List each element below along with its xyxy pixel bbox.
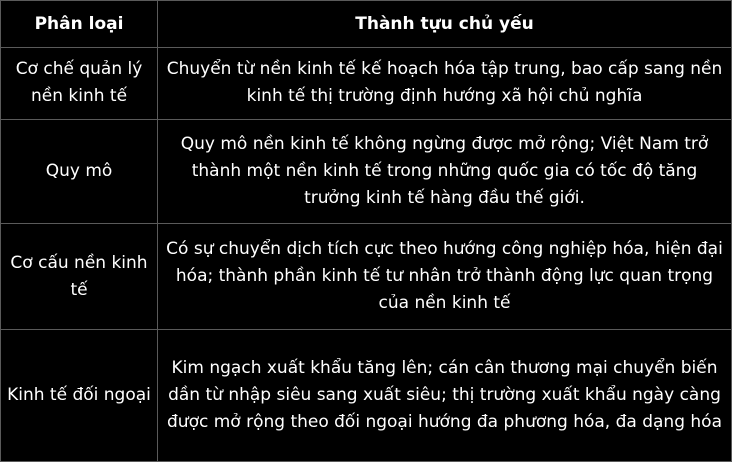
category-cell: Cơ cấu nền kinh tế (1, 224, 158, 330)
category-cell: Cơ chế quản lý nền kinh tế (1, 48, 158, 120)
achievement-cell: Chuyển từ nền kinh tế kế hoạch hóa tập trung, bao cấp sang nền kinh tế thị trường định hướng xã hội chủ nghĩa (158, 48, 732, 120)
achievement-cell: Kim ngạch xuất khẩu tăng lên; cán cân thương mại chuyển biến dần từ nhập siêu sang xuất siêu; thị trường xuất khẩu ngày càng được mở rộng theo đối ngoại hướng đa phương hóa, đa dạng hóa (158, 330, 732, 462)
table-row (1, 48, 732, 120)
category-cell: Quy mô (1, 119, 158, 224)
achievement-cell: Có sự chuyển dịch tích cực theo hướng công nghiệp hóa, hiện đại hóa; thành phần kinh tế tư nhân trở thành động lực quan trọng của nền kinh tế (158, 224, 732, 330)
table-row (1, 224, 732, 330)
category-cell: Kinh tế đối ngoại (1, 330, 158, 462)
header-category: Phân loại (1, 1, 158, 48)
achievement-cell: Quy mô nền kinh tế không ngừng được mở rộng; Việt Nam trở thành một nền kinh tế trong những quốc gia có tốc độ tăng trưởng kinh tế hàng đầu thế giới. (158, 119, 732, 224)
header-achievement: Thành tựu chủ yếu (158, 1, 732, 48)
table-row (1, 119, 732, 224)
table-row (1, 330, 732, 462)
header-row (1, 1, 732, 48)
